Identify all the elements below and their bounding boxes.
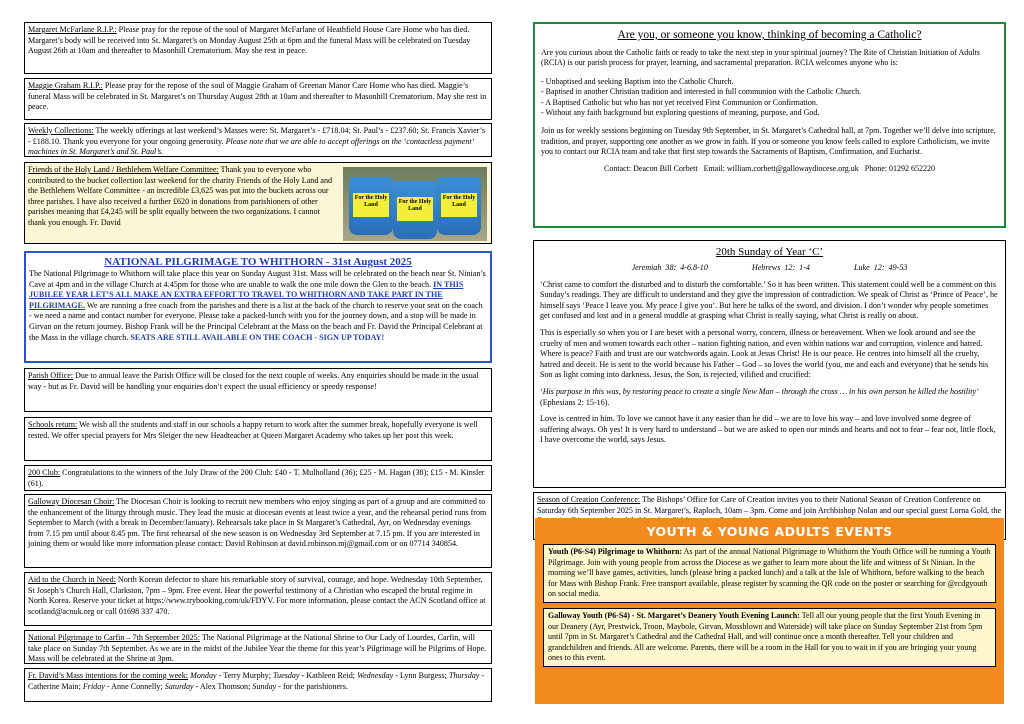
reflection-paragraph: Love is centred in him. To love we cannot have it any easier than he did – we are to love his way – and love involved some degree of suffering always. Oh yes! It is very hard to understand – but we are asked to open our minds and hearts and not to fear – fear not, little flock, I have overcome the world, says Jesus. (540, 414, 996, 445)
notice-heading: Weekly Collections: (28, 126, 94, 135)
notice-text: The National Pilgrimage at the National Shrine to Our Lady of Lourdes, Carfin, will take place on Sunday 7th September. As we are in the midst of the Jubilee Year the theme for this year’s Pilgrimage will be Pilgrims of Hope. Mass will be celebrated at the Shrine at 3pm. (28, 633, 487, 664)
notice-schools (24, 417, 492, 461)
intention-day: Tuesday (273, 671, 300, 680)
notice-graham (24, 78, 492, 120)
intention-name: - Lynn Burgess; (393, 671, 449, 680)
reading-ref: Hebrews 12: 1-4 (751, 263, 810, 272)
bucket-label: For the Holy Land (441, 193, 477, 217)
bucket-label: For the Holy Land (353, 193, 389, 217)
notice-text: The Bishops’ Office for Care of Creation invites you to their National Season of Creation Conference on Saturday 6th September 2025 in St. Margaret’s, Raploch, 10am – 3pm. Come and join Archbishop Nolan and our special guest Lorna Gold, the (537, 495, 1002, 515)
youth-event-heading: Galloway Youth (P6-S4) - St. Margaret’s Deanery Youth Evening Launch: (548, 610, 800, 620)
notice-becoming-catholic (533, 22, 1006, 228)
catholic-item: - Baptised in another Christian tradition and interested in full communion with the Catholic Church. (541, 87, 862, 97)
notice-friends-holy-land (24, 162, 492, 244)
notice-text: Please pray for the repose of the soul of Maggie Graham of Greenan Manor Care Home who has died. Maggie’s funeral Mass will be celebrated in St. Margaret’s on Thursday August 28th at 10am and thereafter to Masonhill Crematorium. May she rest in peace. (28, 81, 487, 112)
quote-reference: (Ephesians 2: 15-16). (540, 397, 610, 407)
bucket-label: For the Holy Land (397, 197, 433, 221)
notice-heading: Margaret McFarlane R.I.P.: (28, 25, 117, 34)
notice-heading: Season of Creation Conference: (537, 495, 641, 504)
intention-day: Wednesday (357, 671, 394, 680)
reflection-quote: ‘His purpose in this was, by restoring peace to create a single New Man – through the cross … in his own person he killed the hostility’ (540, 386, 979, 396)
catholic-item: - Unbaptised and seeking Baptism into the Catholic Church. (541, 76, 734, 86)
notice-collections (24, 123, 492, 157)
pilgrimage-title: NATIONAL PILGRIMAGE TO WHITHORN - 31st August 2025 (104, 256, 412, 268)
pilgrimage-highlight: SEATS ARE STILL AVAILABLE ON THE COACH - SIGN UP TODAY! (130, 332, 385, 342)
notice-mcfarlane (24, 22, 492, 74)
notice-pilgrimage-whithorn (24, 251, 492, 363)
readings (540, 263, 999, 274)
notice-text: The weekly offerings at last weekend’s Masses were: St. Margaret’s - £718.04; St. Paul’s - £237.60; St. Francis Xavier’s - £188.10. Thank you everyone for your ongoing generosity. (28, 126, 486, 146)
reading-ref: Jeremiah 38: 4-6.8-10 (631, 263, 708, 272)
youth-event-text: Tell all our young people that the first Youth Evening in our Deanery (Ayr, Prestwick, Troon, Maybole, Girvan, Mossblown and Waterside) will take place on Sunday September 21st from 5pm until 7pm in St. Margaret’s Cathedral and the Cathedral Hall, and will continue once a month thereafter. Tell your children and grandchildren and friends. All are welcome. Parents, there will be a room in the Hall for you to wait in if you are bringing your young ones to this event. (548, 610, 983, 663)
notice-carfin (24, 630, 492, 664)
notice-parish-office (24, 368, 492, 412)
reflection-20th-sunday (533, 240, 1006, 488)
bucket (437, 177, 481, 235)
youth-events-panel (535, 518, 1004, 704)
intention-day: Thursday (448, 671, 480, 680)
intention-day: Sunday (252, 681, 277, 691)
youth-event-deanery-launch (543, 608, 996, 667)
intention-day: Friday (82, 681, 105, 691)
notice-heading: Maggie Graham R.I.P.: (28, 81, 103, 90)
notice-mass-intentions (24, 668, 492, 702)
intention-day: Monday (188, 671, 217, 680)
catholic-item: - A Baptised Catholic but who has not yet received First Communion or Confirmation. (541, 97, 818, 107)
pilgrimage-text: We are running a free coach from the parishes and there is a list at the back of the church to reserve your seat on the coach - we need a name and contact number for everyone. Please take a packed-lunch with you for the journey down, and a stop will be made in Girvan on the return journey. Bishop Frank will be the Principal Celebrant at the Mass on the beach and Fr. David the Principal Celebrant at the Mass in the village church. (29, 300, 483, 342)
notice-heading: Schools return: (28, 420, 78, 429)
intention-name: - Catherine Main; (28, 671, 485, 691)
notice-text: We wish all the students and staff in our schools a happy return to work after the summer break, hopefully everyone is well rested. We offer special prayers for Mrs Sleiger the new Headteacher at Queen Margaret Academy who takes up her post this week. (28, 420, 478, 440)
youth-event-heading: Youth (P6-S4) Pilgrimage to Whithorn: (548, 547, 683, 556)
pilgrimage-highlight: IN THIS JUBILEE YEAR LET’S ALL MAKE AN EXTRA EFFORT TO TRAVEL TO WHITHORN AND TAKE PART IN THE PILGRIMAGE. (29, 279, 464, 310)
catholic-contact: Contact: Deacon Bill Corbett Email: william.corbett@gallowaydiocese.org.uk Phone: 01292 652220 (604, 163, 935, 173)
intention-name: - for the parishioners. (276, 681, 348, 691)
youth-title: YOUTH & YOUNG ADULTS EVENTS (646, 524, 893, 539)
pilgrimage-text: The National Pilgrimage to Whithorn will take place this year on Sunday August 31st. Mass will be celebrated on the beach near St. Ninian’s Cave at 4pm and in the village Church at 4.45pm for those who are unable to walk the one mile down the Glen to the beach. (29, 269, 486, 289)
sunday-title: 20th Sunday of Year ‘C’ (715, 246, 824, 258)
reflection-paragraph: This is especially so when you or I are beset with a personal worry, concern, illness or bereavement. When we look around and see the cruelty of men and women towards each other – nation fighting nation, and even within nations war and corruption, violence and hatred. Where is peace? Faith and trust are our watchwords again. Look at Jesus Christ! He is our peace. He centres into himself all the cruelty, hatred and deceit. He is sent to the world because his Father – God – so loves the world (you, me and each and everyone) that he sends his Son as light coming into darkness. Jesus, the Son, is rejected, vilified and crucified: (540, 327, 989, 380)
catholic-intro: Are you curious about the Catholic faith or ready to take the next step in your spiritual journey? The Rite of Christian Initiation of Adults (RCIA) is our parish process for prayer, learning, and sacramental preparation. RCIA welcomes anyone who is: (541, 48, 980, 68)
reflection-paragraph: ‘Christ came to comfort the disturbed and to disturb the comfortable.’ So it has been written. This statement could well be a comment on this Sunday’s readings. They are difficult to understand and they give the impression of contradiction. We speak of Christ as ‘Prince of Peace’, he himself says ‘Peace I leave you. My peace I give you’. But here he talks of the sword, and division. I don’t wonder why people sometimes get confused and lost and in a general muddle at grasping what Christ is really saying, what Christ is really on about. (540, 279, 998, 321)
intention-name: - Anne Connelly; (104, 681, 165, 691)
notice-text: Due to annual leave the Parish Office will be closed for the next couple of weeks. Any enquiries should be made in the usual way - but as Fr. David will be handling your enquiries don’t expect the usual efficiency or speedy response! (28, 371, 479, 391)
youth-event-text: As part of the annual National Pilgrimage to Whithorn the Youth Office will be running a Youth Pilgrimage. Join with young people from across the Diocese as we gather to learn more about the life and witness of St Ninian. In the morning we’ll have games, activities, lunch (please bring a packed lunch) and a talk at the Isle of Whithorn, before walking to the beach for Mass with Bishop Frank. Free transport available, please register by scanning the QR code on the poster or searching for @rcdgyouth on social media. (548, 547, 991, 599)
notice-heading: National Pilgrimage to Carfin – 7th September 2025: (28, 633, 200, 642)
intention-name: - Alex Thomson; (193, 681, 253, 691)
notice-text: Congratulations to the winners of the July Draw of the 200 Club: £40 - T. Mulholland (36); £25 - M. Hagan (38); £15 - M. Kinsler (61). (28, 468, 485, 488)
intention-name: - Kathleen Reid; (299, 671, 358, 680)
notice-heading: 200 Club: (28, 468, 61, 477)
notice-heading: Friends of the Holy Land / Bethlehem Welfare Committee: (28, 165, 219, 174)
notice-200-club (24, 465, 492, 491)
reading-ref: Luke 12: 49-53 (853, 263, 908, 272)
notice-diocesan-choir (24, 494, 492, 568)
notice-text: Please pray for the repose of the soul of Margaret McFarlane of Heathfield House Care Home who has died. Margaret’s body will be received into St. Margaret’s on Monday August 25th at 6pm and the funeral Mass will be celebrated on Tuesday August 26th at 10am and thereafter to Masonhill Crematorium. May she rest in peace. (28, 25, 471, 56)
notice-heading: Parish Office: (28, 371, 74, 380)
notice-heading: Galloway Diocesan Choir: (28, 497, 115, 506)
intention-day: Saturday (164, 681, 194, 691)
notice-heading: Aid to the Church in Need: (28, 575, 116, 584)
youth-event-pilgrimage (543, 544, 996, 603)
notice-text: North Korean defector to share his remarkable story of survival, courage, and hope. Wednesday 10th September, St Joseph’s Church Hall, Clarkston, 7pm – 9pm. Free event. Hear the powerful testimony of a Christian who escaped the brutal regime in North Korea. Reserve your ticket at https://www.trybooking.com/uk/FDYV. For more information, please contact the ACN Scotland office at scotland@acnuk.org or call 01698 337 470. (28, 575, 486, 616)
notice-text: The Diocesan Choir is looking to recruit new members who enjoy singing as part of a group and are committed to the enhancement of the liturgy through music. They lead the music at diocesan events at least twice a year, and the rehearsal period runs from September to March (with a break in December/January). Rehearsals take place in St Margaret’s Cathedral, Ayr, on Wednesday evenings from 7.15 pm until about 8.45 pm. The first rehearsal of the new season is on Wednesday 3rd September at 7.15 pm. If you are interested in joining them or would like more information please contact: David Robinson at david.robinson.mj@gmail.com or on 07714 340854. (28, 497, 487, 549)
catholic-join: Join us for weekly sessions beginning on Tuesday 9th September, in St. Margaret’s Cathedral hall, at 7pm. Together we’ll delve into scripture, tradition, and prayer, supporting one another as we grow in faith. If you or someone you know feels called to explore Catholicism, we invite you to contact our RCIA team and take that first step towards the Sacraments of Baptism, Confirmation, and Eucharist. (541, 126, 996, 157)
notice-aid-church (24, 572, 492, 626)
notice-note: Please note that we are able to accept offerings on the ‘contactless payment’ machines in St. Margaret’s and St. Paul’s. (28, 136, 474, 157)
intention-name: - Terry Murphy; (216, 671, 273, 680)
notice-text: Thank you to everyone who contributed to the bucket collection last weekend for the charity Friends of the Holy Land and the Bethlehem Welfare Committee - an incredible £3,625 was put into the buckets across our three parishes. I have also received a further £620 in donations from parishioners of other parishes meaning that £4,245 will be split equally between the two organizations. I cannot thank you enough. Fr. David (28, 165, 333, 227)
bucket (393, 181, 437, 239)
catholic-item: - Without any faith background but exploring questions of meaning, purpose, and God. (541, 108, 820, 118)
buckets-photo (343, 167, 487, 241)
catholic-title: Are you, or someone you know, thinking of becoming a Catholic? (617, 29, 922, 41)
notice-heading: Fr. David’s Mass intentions for the coming week: (28, 671, 189, 680)
bucket (349, 177, 393, 235)
